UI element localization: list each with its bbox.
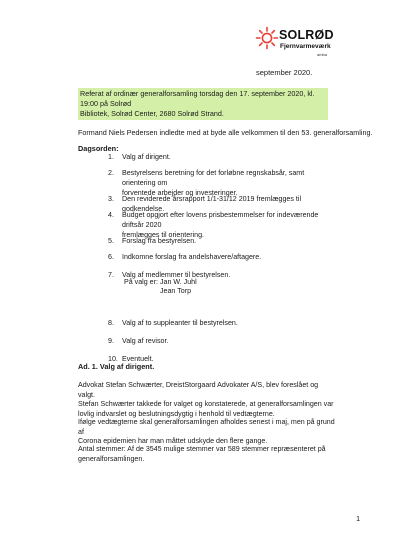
agenda-item-text: Eventuelt. (122, 355, 154, 363)
agenda-item-line: Bestyrelsens beretning for det forløbne regnskabsår, samt orientering om (122, 169, 305, 187)
paragraph-line: generalforsamlingen. (78, 454, 145, 463)
paragraph (78, 445, 336, 464)
document-date: september 2020. (256, 68, 313, 77)
agenda-item-number: 3. (108, 195, 114, 203)
paragraph (78, 381, 336, 419)
agenda-item-line: fremlægges til orientering. (122, 231, 205, 239)
agenda-item-line: Budget opgjort efter lovens prisbestemmelser for indeværende driftsår 2020 (122, 211, 319, 229)
logo-amba: amba (317, 52, 328, 57)
intro-text: Formand Niels Pedersen indledte med at byde alle velkommen til den 53. generalforsamling. (78, 128, 373, 137)
paragraph-line: Stefan Schwærter takkede for valget og konstaterede, at generalforsamlingen var (78, 400, 334, 408)
agenda-item-line: forventede arbejder og investeringer. (122, 189, 238, 197)
agenda-item-text: Valg af medlemmer til bestyrelsen. (122, 271, 231, 279)
agenda-item-text: Valg af to suppleanter til bestyrelsen. (122, 319, 238, 327)
on-elect-label: På valg er: (124, 278, 158, 286)
paragraph-line: Corona epidemien har man måttet udskyde den flere gange. (78, 437, 268, 445)
agenda-item-text: Den reviderede årsrapport 1/1-31/12 2019 fremlægges til godkendelse. (122, 195, 302, 213)
agenda-item-number: 1. (108, 153, 114, 161)
paragraph-line: lovlig indvarslet og beslutningsdygtig i henhold til vedtægterne. (78, 409, 275, 418)
company-logo (255, 26, 334, 66)
section-heading: Ad. 1. Valg af dirigent. (78, 362, 155, 371)
logo-name: SOLRØD (279, 28, 334, 42)
agenda-title: Dagsorden: (78, 144, 119, 153)
candidate-name: Jan W. Juhl (160, 278, 197, 286)
meeting-title (78, 88, 328, 120)
paragraph-line: Ifølge vedtægterne skal generalforsamlingen afholdes senest i maj, men på grund af (78, 418, 335, 436)
agenda-item-text: Forslag fra bestyrelsen. (122, 237, 197, 245)
agenda-item-number: 7. (108, 271, 114, 279)
agenda-item-number: 4. (108, 211, 114, 219)
agenda-item-number: 9. (108, 337, 114, 345)
meeting-title-line: Bibliotek, Solrød Center, 2680 Solrød Strand. (80, 109, 224, 118)
agenda-item-text: Valg af revisor. (122, 337, 169, 345)
meeting-title-line: Referat af ordinær generalforsamling torsdag den 17. september 2020, kl. 19:00 på Solrød (80, 89, 315, 108)
sun-logo-icon (255, 26, 279, 50)
paragraph-line: Advokat Stefan Schwærter, DreistStorgaard Advokater A/S, blev foreslået og valgt. (78, 381, 319, 399)
page-number: 1 (356, 514, 361, 523)
agenda-item-number: 5. (108, 237, 114, 245)
election-label (124, 278, 160, 287)
logo-subtitle: Fjernvarmeværk (280, 43, 331, 50)
agenda-item-number: 8. (108, 319, 114, 327)
agenda-item-number: 2. (108, 169, 114, 177)
agenda-item-number: 6. (108, 253, 114, 261)
agenda-item-text: Indkomne forslag fra andelshavere/aftagere. (122, 253, 262, 261)
paragraph-line: Antal stemmer: Af de 3545 mulige stemmer var 589 stemmer repræsenteret på (78, 445, 326, 453)
agenda-item-text: Valg af dirigent. (122, 153, 171, 161)
paragraph (78, 418, 336, 447)
candidate-name: Jean Torp (160, 287, 192, 295)
agenda-item-number: 10. (108, 355, 118, 363)
